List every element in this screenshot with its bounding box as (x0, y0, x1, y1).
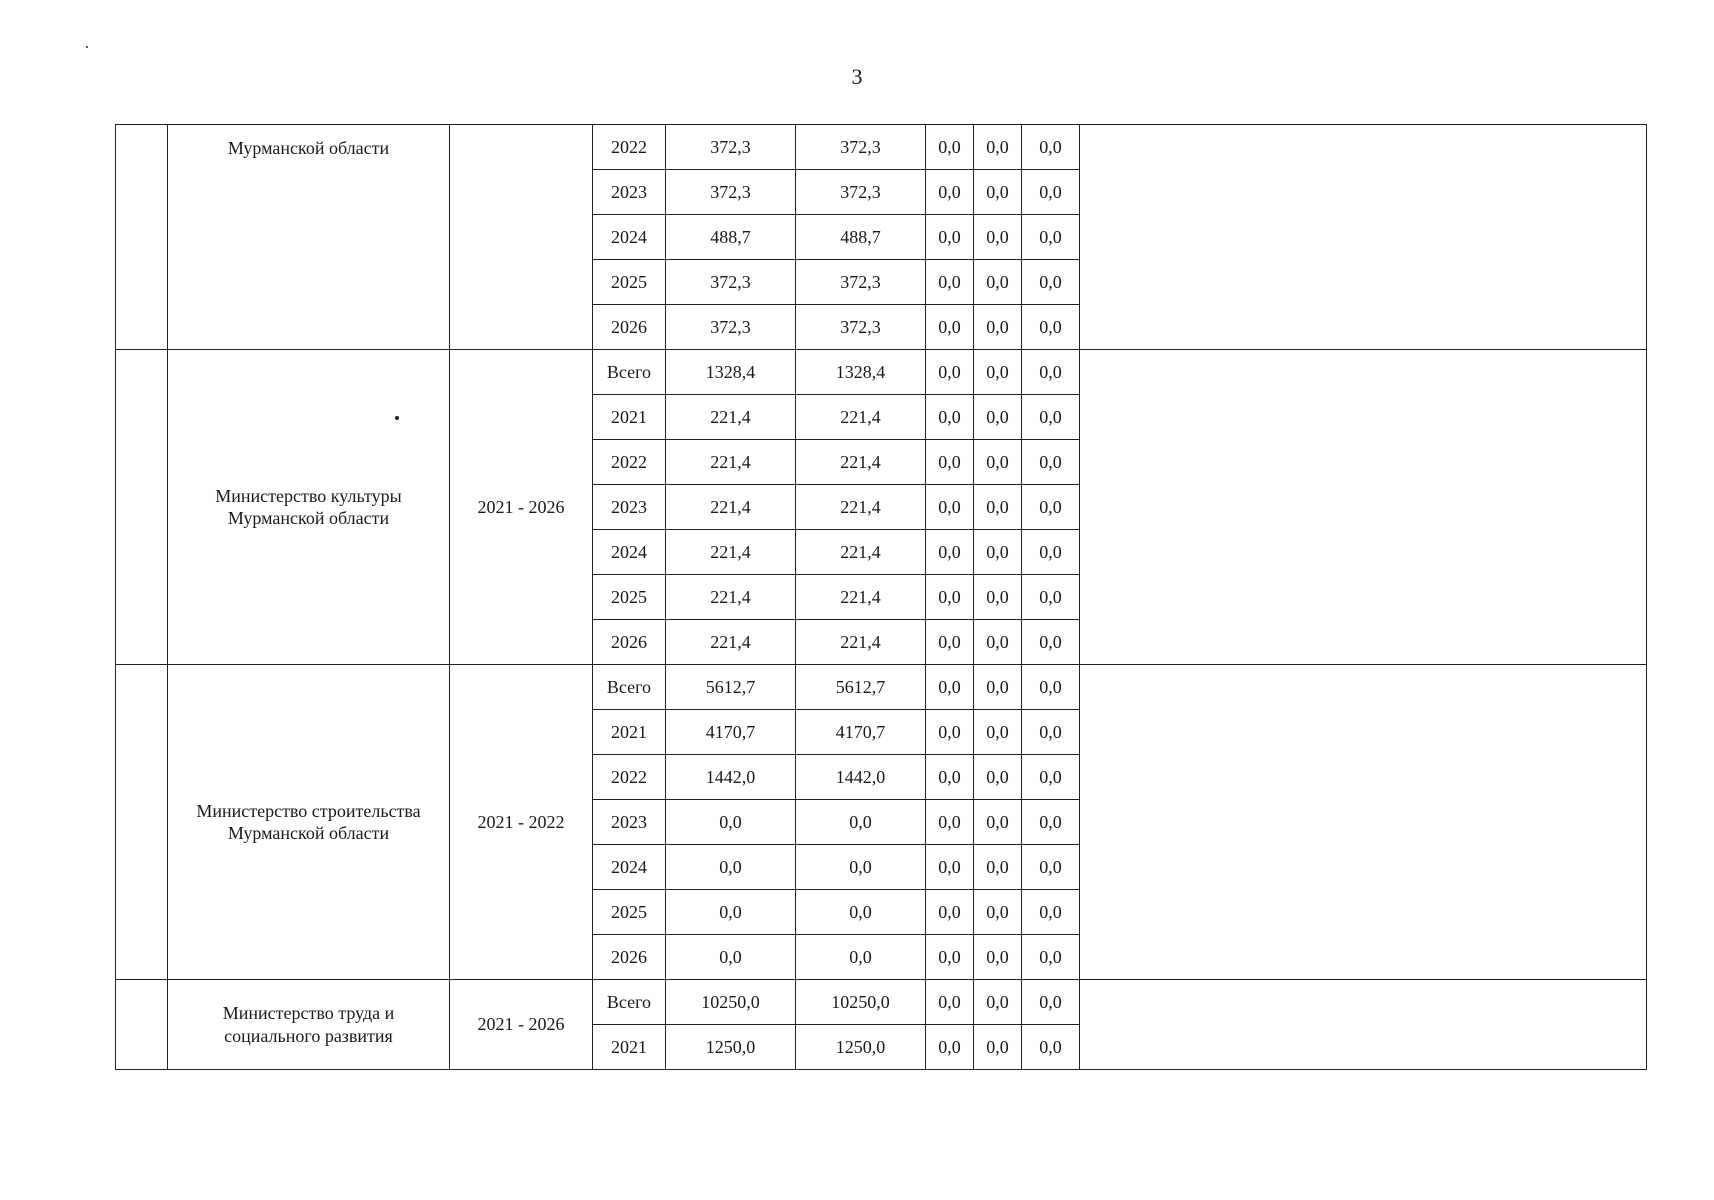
total-cell: 1328,4 (666, 350, 796, 395)
total-cell: 372,3 (666, 260, 796, 305)
table-row (116, 980, 1647, 1025)
total-cell: 4170,7 (666, 710, 796, 755)
year-cell: 2024 (593, 215, 666, 260)
other-sources-cell: 0,0 (1022, 530, 1080, 575)
regional-budget-cell: 372,3 (796, 125, 926, 170)
period-cell: 2021 - 2022 (450, 665, 593, 980)
total-cell: 372,3 (666, 305, 796, 350)
other-sources-cell: 0,0 (1022, 1025, 1080, 1070)
federal-budget-cell: 0,0 (926, 485, 974, 530)
federal-budget-cell: 0,0 (926, 395, 974, 440)
total-cell: 10250,0 (666, 980, 796, 1025)
executor-cell (168, 350, 450, 665)
year-cell: 2022 (593, 755, 666, 800)
regional-budget-cell: 372,3 (796, 305, 926, 350)
local-budget-cell: 0,0 (974, 350, 1022, 395)
other-sources-cell: 0,0 (1022, 575, 1080, 620)
scan-speck (86, 46, 88, 48)
federal-budget-cell: 0,0 (926, 665, 974, 710)
period-cell: 2021 - 2026 (450, 350, 593, 665)
federal-budget-cell: 0,0 (926, 215, 974, 260)
year-cell: 2021 (593, 395, 666, 440)
row-number-cell (116, 665, 168, 980)
local-budget-cell: 0,0 (974, 800, 1022, 845)
other-sources-cell: 0,0 (1022, 755, 1080, 800)
other-sources-cell: 0,0 (1022, 980, 1080, 1025)
period-cell (450, 125, 593, 350)
regional-budget-cell: 10250,0 (796, 980, 926, 1025)
federal-budget-cell: 0,0 (926, 260, 974, 305)
other-sources-cell: 0,0 (1022, 125, 1080, 170)
table-row (116, 350, 1647, 395)
federal-budget-cell: 0,0 (926, 755, 974, 800)
other-sources-cell: 0,0 (1022, 440, 1080, 485)
other-sources-cell: 0,0 (1022, 260, 1080, 305)
federal-budget-cell: 0,0 (926, 575, 974, 620)
notes-cell (1080, 665, 1647, 980)
year-cell: 2023 (593, 800, 666, 845)
other-sources-cell: 0,0 (1022, 845, 1080, 890)
local-budget-cell: 0,0 (974, 395, 1022, 440)
other-sources-cell: 0,0 (1022, 395, 1080, 440)
total-cell: 0,0 (666, 800, 796, 845)
table-row (116, 665, 1647, 710)
other-sources-cell: 0,0 (1022, 665, 1080, 710)
regional-budget-cell: 4170,7 (796, 710, 926, 755)
executor-name-line: Мурманской области (227, 823, 390, 843)
local-budget-cell: 0,0 (974, 485, 1022, 530)
local-budget-cell: 0,0 (974, 260, 1022, 305)
year-cell: 2021 (593, 710, 666, 755)
federal-budget-cell: 0,0 (926, 440, 974, 485)
federal-budget-cell: 0,0 (926, 305, 974, 350)
federal-budget-cell: 0,0 (926, 620, 974, 665)
other-sources-cell: 0,0 (1022, 170, 1080, 215)
federal-budget-cell: 0,0 (926, 935, 974, 980)
regional-budget-cell: 372,3 (796, 170, 926, 215)
regional-budget-cell: 1442,0 (796, 755, 926, 800)
total-cell: 221,4 (666, 485, 796, 530)
stray-dot (395, 416, 399, 420)
total-cell: 372,3 (666, 170, 796, 215)
total-cell: 1250,0 (666, 1025, 796, 1070)
other-sources-cell: 0,0 (1022, 485, 1080, 530)
row-number-cell (116, 350, 168, 665)
other-sources-cell: 0,0 (1022, 710, 1080, 755)
year-cell: 2023 (593, 485, 666, 530)
local-budget-cell: 0,0 (974, 845, 1022, 890)
local-budget-cell: 0,0 (974, 710, 1022, 755)
local-budget-cell: 0,0 (974, 305, 1022, 350)
executor-name-line: Мурманской области (227, 508, 390, 528)
regional-budget-cell: 221,4 (796, 575, 926, 620)
year-cell: 2025 (593, 890, 666, 935)
other-sources-cell: 0,0 (1022, 800, 1080, 845)
local-budget-cell: 0,0 (974, 575, 1022, 620)
local-budget-cell: 0,0 (974, 980, 1022, 1025)
executor-cell (168, 665, 450, 980)
total-cell: 221,4 (666, 575, 796, 620)
local-budget-cell: 0,0 (974, 890, 1022, 935)
regional-budget-cell: 0,0 (796, 935, 926, 980)
local-budget-cell: 0,0 (974, 620, 1022, 665)
regional-budget-cell: 372,3 (796, 260, 926, 305)
notes-cell (1080, 980, 1647, 1070)
executor-name-line: Мурманской области (227, 138, 390, 158)
regional-budget-cell: 1250,0 (796, 1025, 926, 1070)
notes-cell (1080, 125, 1647, 350)
other-sources-cell: 0,0 (1022, 305, 1080, 350)
year-cell: 2022 (593, 440, 666, 485)
row-number-cell (116, 125, 168, 350)
notes-cell (1080, 350, 1647, 665)
regional-budget-cell: 488,7 (796, 215, 926, 260)
total-cell: 488,7 (666, 215, 796, 260)
year-cell: 2025 (593, 575, 666, 620)
year-cell: 2026 (593, 935, 666, 980)
executor-cell (168, 980, 450, 1070)
regional-budget-cell: 221,4 (796, 530, 926, 575)
total-cell: 372,3 (666, 125, 796, 170)
federal-budget-cell: 0,0 (926, 890, 974, 935)
executor-name-line: Министерство труда и (222, 1003, 395, 1023)
total-cell: 1442,0 (666, 755, 796, 800)
other-sources-cell: 0,0 (1022, 215, 1080, 260)
executor-cell (168, 125, 450, 350)
total-cell: 221,4 (666, 395, 796, 440)
year-cell: 2023 (593, 170, 666, 215)
funding-table (115, 124, 1647, 1070)
local-budget-cell: 0,0 (974, 125, 1022, 170)
page-number: 3 (851, 64, 863, 89)
regional-budget-cell: 221,4 (796, 440, 926, 485)
total-cell: 0,0 (666, 890, 796, 935)
year-cell: 2026 (593, 305, 666, 350)
total-cell: 5612,7 (666, 665, 796, 710)
total-cell: 0,0 (666, 935, 796, 980)
local-budget-cell: 0,0 (974, 755, 1022, 800)
year-cell: Всего (593, 980, 666, 1025)
local-budget-cell: 0,0 (974, 665, 1022, 710)
local-budget-cell: 0,0 (974, 935, 1022, 980)
regional-budget-cell: 5612,7 (796, 665, 926, 710)
local-budget-cell: 0,0 (974, 530, 1022, 575)
year-cell: Всего (593, 350, 666, 395)
regional-budget-cell: 221,4 (796, 485, 926, 530)
regional-budget-cell: 0,0 (796, 845, 926, 890)
total-cell: 0,0 (666, 845, 796, 890)
regional-budget-cell: 0,0 (796, 890, 926, 935)
other-sources-cell: 0,0 (1022, 935, 1080, 980)
local-budget-cell: 0,0 (974, 215, 1022, 260)
local-budget-cell: 0,0 (974, 1025, 1022, 1070)
federal-budget-cell: 0,0 (926, 845, 974, 890)
year-cell: 2024 (593, 845, 666, 890)
federal-budget-cell: 0,0 (926, 980, 974, 1025)
regional-budget-cell: 221,4 (796, 620, 926, 665)
total-cell: 221,4 (666, 440, 796, 485)
year-cell: 2022 (593, 125, 666, 170)
year-cell: Всего (593, 665, 666, 710)
executor-name-line: социального развития (224, 1025, 393, 1046)
year-cell: 2024 (593, 530, 666, 575)
federal-budget-cell: 0,0 (926, 350, 974, 395)
federal-budget-cell: 0,0 (926, 710, 974, 755)
period-cell: 2021 - 2026 (450, 980, 593, 1070)
total-cell: 221,4 (666, 620, 796, 665)
local-budget-cell: 0,0 (974, 440, 1022, 485)
federal-budget-cell: 0,0 (926, 1025, 974, 1070)
total-cell: 221,4 (666, 530, 796, 575)
table-body (116, 125, 1647, 1070)
federal-budget-cell: 0,0 (926, 530, 974, 575)
other-sources-cell: 0,0 (1022, 350, 1080, 395)
table-row (116, 125, 1647, 170)
federal-budget-cell: 0,0 (926, 800, 974, 845)
executor-name-line: Министерство культуры (215, 485, 402, 506)
regional-budget-cell: 221,4 (796, 395, 926, 440)
year-cell: 2021 (593, 1025, 666, 1070)
other-sources-cell: 0,0 (1022, 890, 1080, 935)
other-sources-cell: 0,0 (1022, 620, 1080, 665)
year-cell: 2026 (593, 620, 666, 665)
federal-budget-cell: 0,0 (926, 170, 974, 215)
executor-name-line: Министерство строительства (196, 800, 421, 821)
regional-budget-cell: 1328,4 (796, 350, 926, 395)
federal-budget-cell: 0,0 (926, 125, 974, 170)
year-cell: 2025 (593, 260, 666, 305)
regional-budget-cell: 0,0 (796, 800, 926, 845)
local-budget-cell: 0,0 (974, 170, 1022, 215)
row-number-cell (116, 980, 168, 1070)
